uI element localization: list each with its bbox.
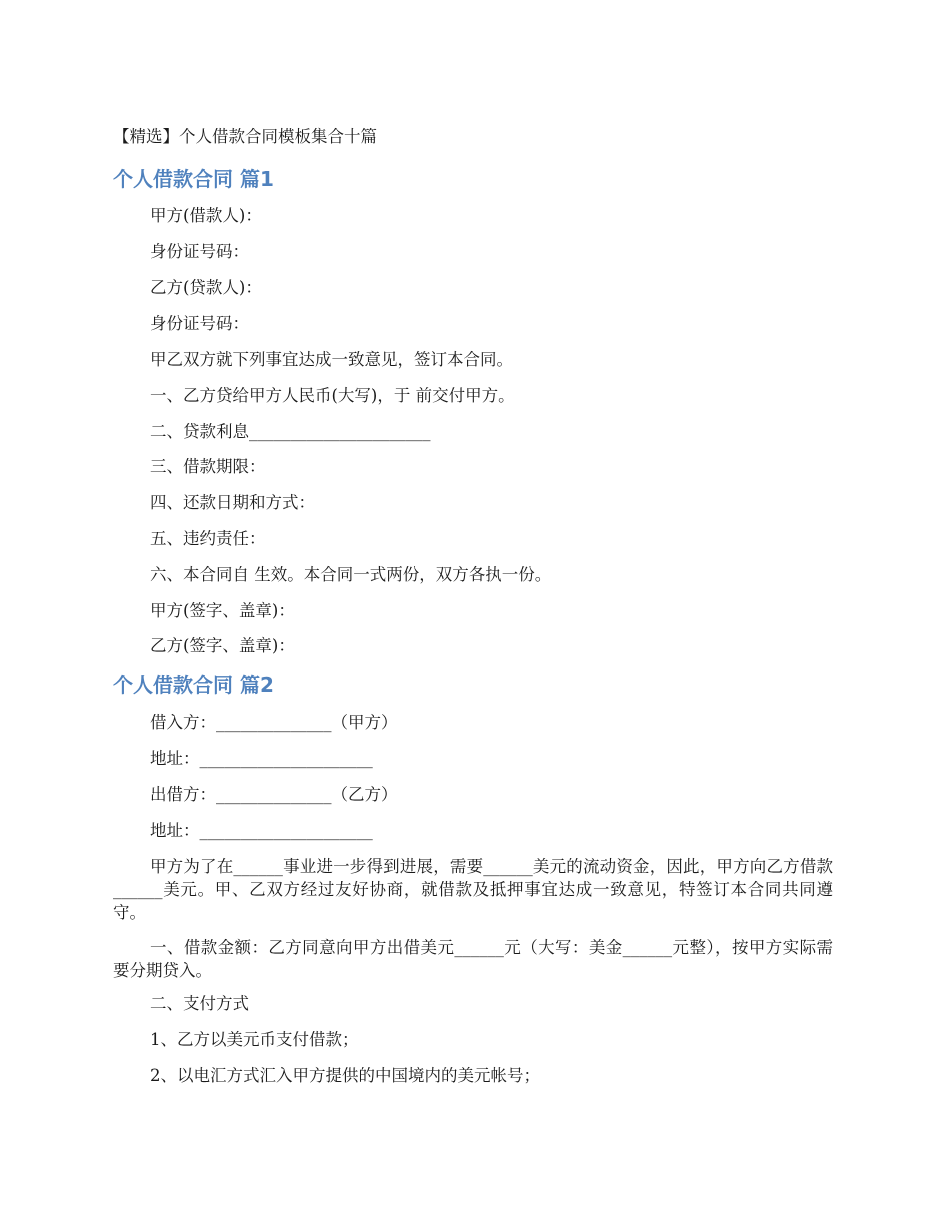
s2-line-lender: 出借方：______________（乙方） — [150, 785, 398, 804]
s1-line-clause-3: 三、借款期限： — [150, 457, 266, 476]
s2-line-payment-1: 1、乙方以美元币支付借款； — [150, 1030, 359, 1049]
s1-line-clause-6: 六、本合同自 生效。本合同一式两份，双方各执一份。 — [150, 565, 552, 584]
s1-line-clause-1: 一、乙方贷给甲方人民币(大写)，于 前交付甲方。 — [150, 386, 515, 405]
s2-line-borrower: 借入方：______________（甲方） — [150, 713, 398, 732]
s2-line-borrower-address: 地址：_____________________ — [150, 749, 373, 768]
s1-line-clause-2: 二、贷款利息______________________ — [150, 422, 431, 441]
s1-line-sign-b: 乙方(签字、盖章)： — [150, 636, 295, 655]
s1-line-party-b: 乙方(贷款人)： — [150, 278, 262, 297]
s1-line-clause-5: 五、违约责任： — [150, 529, 266, 548]
section-heading-1: 个人借款合同 篇1 — [113, 167, 274, 191]
s1-line-clause-4: 四、还款日期和方式： — [150, 493, 315, 512]
s1-line-id-b: 身份证号码： — [150, 314, 249, 333]
s2-line-payment-method: 二、支付方式 — [150, 994, 249, 1013]
s2-paragraph-purpose: 甲方为了在______事业进一步得到进展，需要______美元的流动资金，因此，甲方向乙方借款______美元。甲、乙双方经过友好协商，就借款及抵押事宜达成一致意见，特签订本合同共同遵守。 — [113, 857, 833, 922]
s1-line-agreement: 甲乙双方就下列事宜达成一致意见，签订本合同。 — [150, 350, 513, 369]
s2-paragraph-amount: 一、借款金额：乙方同意向甲方出借美元______元（大写：美金______元整），按甲方实际需要分期贷入。 — [113, 938, 833, 980]
document-title: 【精选】个人借款合同模板集合十篇 — [113, 127, 377, 146]
section-heading-2: 个人借款合同 篇2 — [113, 673, 274, 697]
s1-line-sign-a: 甲方(签字、盖章)： — [150, 601, 295, 620]
s1-line-party-a: 甲方(借款人)： — [150, 206, 262, 225]
s1-line-id-a: 身份证号码： — [150, 242, 249, 261]
s2-line-payment-2: 2、以电汇方式汇入甲方提供的中国境内的美元帐号； — [150, 1066, 540, 1085]
s2-line-lender-address: 地址：_____________________ — [150, 821, 373, 840]
